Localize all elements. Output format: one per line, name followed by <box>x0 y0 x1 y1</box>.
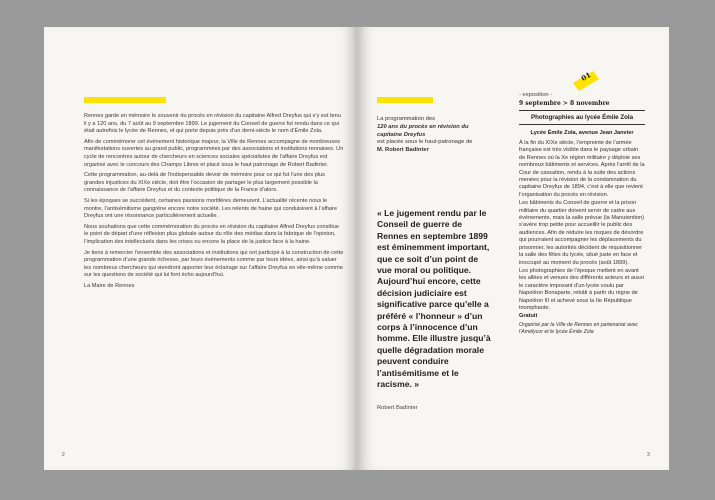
intro-patron: M. Robert Badinter <box>377 147 429 154</box>
right-page <box>357 27 669 470</box>
quote-text: Le jugement rendu par le Conseil de guerre de Rennes en septembre 1899 est éminemment important, que ce soit d’un point de vue moral ou politique. Aujourd’hui encore, cette décision judiciaire est significative parce qu’elle a préféré « l’honneur » d’un corps à l’innocence d’un homme. Elle illustre jusqu’à quelle dégradation morale peuvent conduire l’antisémitisme et le racisme. <box>377 208 491 390</box>
quote-author: Robert Badinter <box>377 405 418 411</box>
patronage-intro <box>377 116 487 155</box>
page-number-right: 3 <box>647 452 650 458</box>
editorial-text <box>84 113 344 293</box>
event-type-label: - exposition - <box>519 92 553 98</box>
intro-line: La programmation des <box>377 116 435 122</box>
event-dates: 9 septembre > 8 novembre <box>519 100 610 107</box>
event-title: Photographies au lycée Émile Zola <box>519 110 645 125</box>
exhibition-sidebar <box>519 92 645 336</box>
event-paragraph: À la fin du XIXe siècle, l’empreinte de l’armée française est très visible dans le paysage urbain de Rennes où la Xe région militaire y déploie ses nombreux bâtiments et services. Après l’arrêt de la Cour de cassation, rendu à la suite des actions menées pour la révision de la condamnation du capitaine Dreyfus de 1894, c’est à elle que revient l’organisation du procès en révision. <box>519 140 645 198</box>
editorial-paragraph: Afin de commémorer cet événement historique majeur, la Ville de Rennes accompagne de nombreuses manifestations ouvertes au grand public, programmées par des associations et institutions rennaises. Un cycle de rencontres autour de chercheurs en sciences sociales spécialistes de l’affaire Dreyfus est organisé avec le concours des Champs Libres et placé sous le haut patronage de Robert Badinter. <box>84 138 344 168</box>
event-location: Lycée Émile Zola, avenue Jean Janvier <box>530 130 634 136</box>
yellow-accent-bar <box>377 97 433 103</box>
editorial-paragraph: Rennes garde en mémoire le souvenir du procès en révision du capitaine Alfred Dreyfus qui s’y est tenu il y a 120 ans, du 7 août au 9 septembre 1899. Le jugement du Conseil de guerre fut rendu dans ce qui était autrefois le lycée de Rennes, et qui porte depuis près d’un demi-siècle le nom d’Émile Zola. <box>84 113 341 135</box>
close-quote-mark: » <box>414 379 420 390</box>
event-number: 01 <box>579 70 593 83</box>
editorial-signature: La Maire de Rennes <box>84 282 135 289</box>
event-paragraph: Les photographies de l’époque mettent en avant les allées et venues des différents acteurs et aussi le caractère imposant d’un lycée voulu par Napoléon Bonaparte, rebâti à partir du règne de Napoléon III et achevé sous la IIe République triomphante. <box>519 267 644 311</box>
event-description <box>519 140 645 312</box>
editorial-paragraph: Je tiens à remercier l’ensemble des associations et institutions qui ont participé à la construction de cette programmation d’une grande richesse, par leurs événements comme par leurs idées, ainsi qu’à saluer les nombreux chercheurs qui viendront apporter leur éclairage sur l’affaire Dreyfus en elle-même comme sur les questions de société qui lui font écho aujourd’hui. <box>84 249 344 279</box>
editorial-paragraph: Nous souhaitons que cette commémoration du procès en révision du capitaine Alfred Dreyfus constitue le point de départ d’une réflexion plus globale autour du rôle des médias dans la fabrique de l’opinion, l’implication des intellectuels dans les crises ou encore la place de la justice face à la haine. <box>84 223 339 245</box>
page-number-left: 2 <box>62 452 65 458</box>
yellow-accent-bar <box>84 97 166 103</box>
editorial-paragraph: Cette programmation, au-delà de l’indispensable devoir de mémoire pour ce qui fut l’une des plus grandes injustices du XIXe siècle, doit être l’occasion de partager le plus largement possible la connaissance de l’affaire Dreyfus et du contexte politique de la France d’alors. <box>84 172 325 194</box>
badinter-quote <box>377 208 495 391</box>
event-price: Gratuit <box>519 313 538 320</box>
open-quote-mark: « <box>377 208 382 218</box>
event-organizer: Organisé par la Ville de Rennes en partenariat avec l’Amélycor et le lycée Émile Zola <box>519 322 639 336</box>
intro-line: est placée sous le haut-patronage de <box>377 139 473 146</box>
event-paragraph: Les bâtiments du Conseil de guerre et la prison militaire du quartier doivent servir de cadre aux événements, mais la salle prévue (la Manutention) s’avère trop petite pour accueillir le public des audiences. Afin de réduire les risques de désordre qui pourraient accompagner les déplacements du prisonnier, les autorités décident de réquisitionner la salle des fêtes du lycée, situé juste en face et inoccupé au moment du procès (août 1899). <box>519 200 644 266</box>
editorial-paragraph: Si les époques se succèdent, certaines passions mortifères demeurent. L’actualité récente nous le montre, l’antisémitisme gangrène encore notre société. Les relents de haine qui conduisirent à l’affaire Dreyfus ont une résonnance particulièrement actuelle. <box>84 197 338 220</box>
intro-title: 120 ans du procès en révision du capitaine Dreyfus <box>377 123 469 138</box>
left-page <box>44 27 357 470</box>
